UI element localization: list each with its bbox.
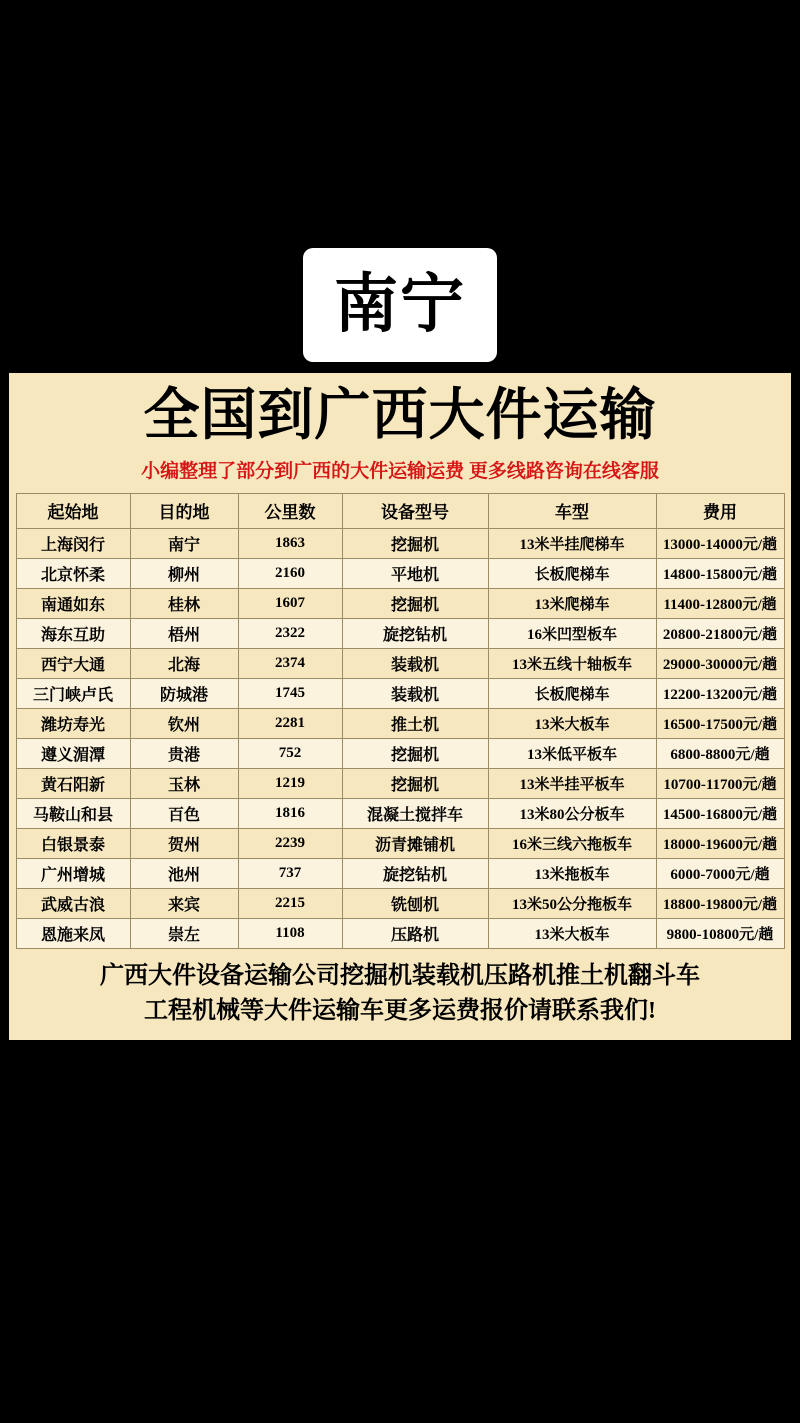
cell-vehicle: 13米半挂平板车 — [488, 768, 656, 798]
rates-table — [16, 493, 785, 949]
cell-distance: 1863 — [238, 528, 342, 558]
cell-destination: 玉林 — [130, 768, 238, 798]
table-row — [16, 588, 784, 618]
cell-vehicle: 13米低平板车 — [488, 738, 656, 768]
cell-fee: 13000-14000元/趟 — [656, 528, 784, 558]
cell-equipment: 挖掘机 — [342, 738, 488, 768]
table-row — [16, 798, 784, 828]
cell-equipment: 沥青摊铺机 — [342, 828, 488, 858]
cell-origin: 南通如东 — [16, 588, 130, 618]
cell-distance: 1219 — [238, 768, 342, 798]
cell-origin: 三门峡卢氏 — [16, 678, 130, 708]
cell-fee: 10700-11700元/趟 — [656, 768, 784, 798]
cell-equipment: 压路机 — [342, 918, 488, 948]
city-badge — [303, 248, 497, 362]
cell-vehicle: 13米五线十轴板车 — [488, 648, 656, 678]
table-row — [16, 858, 784, 888]
column-header-fee: 费用 — [656, 493, 784, 528]
cell-destination: 桂林 — [130, 588, 238, 618]
cell-destination: 池州 — [130, 858, 238, 888]
column-header-distance: 公里数 — [238, 493, 342, 528]
table-row — [16, 768, 784, 798]
table-row — [16, 888, 784, 918]
cell-distance: 1607 — [238, 588, 342, 618]
card-subtitle: 小编整理了部分到广西的大件运输运费 更多线路咨询在线客服 — [141, 460, 659, 482]
cell-equipment: 平地机 — [342, 558, 488, 588]
cell-distance: 2160 — [238, 558, 342, 588]
table-row — [16, 678, 784, 708]
cell-equipment: 铣刨机 — [342, 888, 488, 918]
cell-destination: 南宁 — [130, 528, 238, 558]
cell-distance: 1816 — [238, 798, 342, 828]
cell-equipment: 混凝土搅拌车 — [342, 798, 488, 828]
cell-fee: 18000-19600元/趟 — [656, 828, 784, 858]
cell-equipment: 旋挖钻机 — [342, 618, 488, 648]
cell-equipment: 挖掘机 — [342, 768, 488, 798]
column-header-vehicle: 车型 — [488, 493, 656, 528]
cell-destination: 贵港 — [130, 738, 238, 768]
cell-destination: 梧州 — [130, 618, 238, 648]
page-title: 全国到广西大件运输 — [143, 385, 657, 447]
cell-distance: 1745 — [238, 678, 342, 708]
cell-vehicle: 13米80公分板车 — [488, 798, 656, 828]
table-row — [16, 558, 784, 588]
cell-origin: 恩施来凤 — [16, 918, 130, 948]
cell-fee: 12200-13200元/趟 — [656, 678, 784, 708]
cell-origin: 武威古浪 — [16, 888, 130, 918]
cell-equipment: 挖掘机 — [342, 528, 488, 558]
table-row — [16, 708, 784, 738]
column-header-destination: 目的地 — [130, 493, 238, 528]
cell-destination: 来宾 — [130, 888, 238, 918]
cell-origin: 马鞍山和县 — [16, 798, 130, 828]
cell-origin: 广州增城 — [16, 858, 130, 888]
cell-equipment: 装载机 — [342, 678, 488, 708]
cell-vehicle: 13米爬梯车 — [488, 588, 656, 618]
cell-destination: 崇左 — [130, 918, 238, 948]
cell-distance: 2215 — [238, 888, 342, 918]
cell-destination: 钦州 — [130, 708, 238, 738]
cell-fee: 6800-8800元/趟 — [656, 738, 784, 768]
cell-distance: 737 — [238, 858, 342, 888]
footer-line-1: 广西大件设备运输公司挖掘机装载机压路机推土机翻斗车 — [100, 962, 700, 989]
cell-vehicle: 16米凹型板车 — [488, 618, 656, 648]
table-row — [16, 618, 784, 648]
cell-distance: 2239 — [238, 828, 342, 858]
cell-fee: 6000-7000元/趟 — [656, 858, 784, 888]
cell-origin: 白银景泰 — [16, 828, 130, 858]
card-footer — [9, 949, 791, 1041]
cell-vehicle: 16米三线六拖板车 — [488, 828, 656, 858]
cell-equipment: 装载机 — [342, 648, 488, 678]
cell-vehicle: 13米大板车 — [488, 708, 656, 738]
cell-vehicle: 13米50公分拖板车 — [488, 888, 656, 918]
table-header-row — [16, 493, 784, 528]
cell-fee: 20800-21800元/趟 — [656, 618, 784, 648]
cell-equipment: 挖掘机 — [342, 588, 488, 618]
info-card — [9, 373, 791, 1040]
cell-destination: 防城港 — [130, 678, 238, 708]
cell-origin: 北京怀柔 — [16, 558, 130, 588]
cell-fee: 16500-17500元/趟 — [656, 708, 784, 738]
cell-vehicle: 13米大板车 — [488, 918, 656, 948]
cell-fee: 14500-16800元/趟 — [656, 798, 784, 828]
cell-origin: 海东互助 — [16, 618, 130, 648]
cell-fee: 9800-10800元/趟 — [656, 918, 784, 948]
cell-destination: 贺州 — [130, 828, 238, 858]
cell-distance: 1108 — [238, 918, 342, 948]
cell-fee: 11400-12800元/趟 — [656, 588, 784, 618]
cell-destination: 柳州 — [130, 558, 238, 588]
city-badge-label: 南宁 — [334, 269, 466, 340]
table-row — [16, 528, 784, 558]
cell-origin: 遵义湄潭 — [16, 738, 130, 768]
table-row — [16, 738, 784, 768]
cell-origin: 上海闵行 — [16, 528, 130, 558]
cell-vehicle: 13米拖板车 — [488, 858, 656, 888]
cell-equipment: 旋挖钻机 — [342, 858, 488, 888]
cell-destination: 北海 — [130, 648, 238, 678]
cell-distance: 2281 — [238, 708, 342, 738]
table-row — [16, 648, 784, 678]
footer-line-2: 工程机械等大件运输车更多运费报价请联系我们! — [144, 997, 656, 1024]
cell-fee: 18800-19800元/趟 — [656, 888, 784, 918]
cell-fee: 14800-15800元/趟 — [656, 558, 784, 588]
cell-origin: 潍坊寿光 — [16, 708, 130, 738]
cell-vehicle: 长板爬梯车 — [488, 558, 656, 588]
cell-origin: 黄石阳新 — [16, 768, 130, 798]
table-row — [16, 828, 784, 858]
cell-equipment: 推土机 — [342, 708, 488, 738]
cell-destination: 百色 — [130, 798, 238, 828]
cell-origin: 西宁大通 — [16, 648, 130, 678]
column-header-equipment: 设备型号 — [342, 493, 488, 528]
cell-distance: 752 — [238, 738, 342, 768]
cell-distance: 2322 — [238, 618, 342, 648]
cell-fee: 29000-30000元/趟 — [656, 648, 784, 678]
cell-vehicle: 13米半挂爬梯车 — [488, 528, 656, 558]
table-row — [16, 918, 784, 948]
column-header-origin: 起始地 — [16, 493, 130, 528]
cell-distance: 2374 — [238, 648, 342, 678]
cell-vehicle: 长板爬梯车 — [488, 678, 656, 708]
